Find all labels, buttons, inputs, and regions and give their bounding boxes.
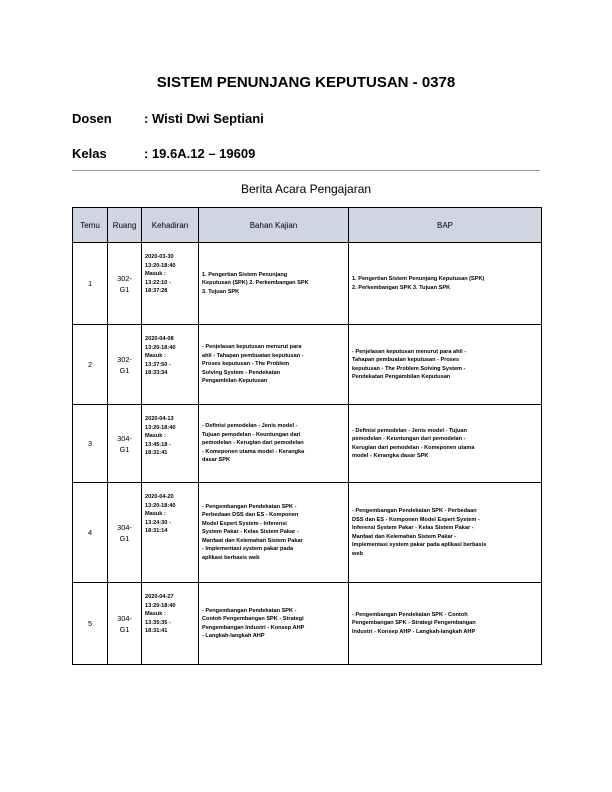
bahan-kajian-cell: - Pengembangan Pendekatan SPK - Contoh Pengembangan SPK - Strategi Pengembangan Industri - Konsep AHP - Langkah-langkah AHP — [199, 583, 349, 665]
temu-cell: 5 — [73, 583, 108, 665]
bahan-kajian-cell: - Definisi pemodelan - Jenis model - Tujuan pemodelan - Keuntungan dari pemodelan - Kerugian dari pemodelan - Komeponen utama model - Kerangka dasar SPK — [199, 405, 349, 483]
bap-cell: - Penjelasan keputusan menurut para ahli - Tahapan pembuatan keputusan - Proses keputusan - The Problem Solving System - Pendekatan Pengambilan Keputusan — [349, 325, 542, 405]
table-row — [73, 243, 542, 325]
table-header-row — [73, 208, 542, 243]
header-kehadiran: Kehadiran — [142, 208, 199, 243]
temu-cell: 4 — [73, 483, 108, 583]
ruang-cell: 304- G1 — [108, 583, 142, 665]
document-title: SISTEM PENUNJANG KEPUTUSAN - 0378 — [156, 74, 456, 91]
bap-cell: - Pengembangan Pendekatan SPK - Contoh Pengembangan SPK - Strategi Pengembangan Industri - Konsep AHP - Langkah-langkah AHP — [349, 583, 542, 665]
header-bap: BAP — [349, 208, 542, 243]
ruang-cell: 302- G1 — [108, 243, 142, 325]
bap-cell: 1. Pengertian Sistem Penunjang Keputusan (SPK) 2. Perkembangan SPK 3. Tujuan SPK — [349, 243, 542, 325]
table-row — [73, 325, 542, 405]
ruang-cell: 302- G1 — [108, 325, 142, 405]
header-temu: Temu — [73, 208, 108, 243]
section-title: Berita Acara Pengajaran — [240, 182, 372, 196]
table-row — [73, 583, 542, 665]
dosen-value: : Wisti Dwi Septiani — [144, 111, 264, 126]
temu-cell: 2 — [73, 325, 108, 405]
table-row — [73, 405, 542, 483]
temu-cell: 3 — [73, 405, 108, 483]
table-row — [73, 483, 542, 583]
dosen-line — [72, 111, 264, 126]
kehadiran-cell: 2020-04-13 13:20-18:40 Masuk : 13:45:18 - 18:31:41 — [142, 405, 199, 483]
header-ruang: Ruang — [108, 208, 142, 243]
bap-cell: - Pengembangan Pendekatan SPK - Perbedaan DSS dan ES - Komponen Model Expert System - Inferensi System Pakar - Kelas Sistem Pakar - Manfaat dan Kelemahan Sistem Pakar - Implementasi system pakar pada aplikasi berbasis web — [349, 483, 542, 583]
temu-cell: 1 — [73, 243, 108, 325]
ruang-cell: 304- G1 — [108, 405, 142, 483]
kehadiran-cell: 2020-04-27 13:20-18:40 Masuk : 13:35:35 - 18:31:41 — [142, 583, 199, 665]
header-bahan-kajian: Bahan Kajian — [199, 208, 349, 243]
kelas-value: : 19.6A.12 – 19609 — [144, 146, 256, 161]
bap-cell: - Definisi pemodelan - Jenis model - Tujuan pemodelan - Keuntungan dari pemodelan - Kerugian dari pemodelan - Komeponen utama model - Kerangka dasar SPK — [349, 405, 542, 483]
kelas-line — [72, 146, 255, 161]
bahan-kajian-cell: - Pengembangan Pendekatan SPK - Perbedaan DSS dan ES - Komponen Model Expert System - Inferensi System Pakar - Kelas Sistem Pakar - Manfaat dan Kelemahan Sistem Pakar - Implementasi system pakar pada aplikasi berbasis web — [199, 483, 349, 583]
ruang-cell: 304- G1 — [108, 483, 142, 583]
kehadiran-cell: 2020-03-30 13:20-18:40 Masuk : 13:22:10 - 18:37:28 — [142, 243, 199, 325]
dosen-label: Dosen — [72, 111, 112, 126]
bap-table — [72, 207, 542, 665]
bahan-kajian-cell: - Penjelasan keputusan menurut para ahli - Tahapan pembuatan keputusan - Proses keputusan - The Problem Solving System - Pendekatan Pengambilan Keputusan — [199, 325, 349, 405]
kelas-label: Kelas — [72, 146, 107, 161]
bahan-kajian-cell: 1. Pengertian Sistem Penunjang Keputusan (SPK) 2. Perkembangan SPK 3. Tujuan SPK — [199, 243, 349, 325]
kehadiran-cell: 2020-04-20 13:20-18:40 Masuk : 13:24:30 - 18:31:14 — [142, 483, 199, 583]
kehadiran-cell: 2020-04-08 13:20-18:40 Masuk : 13:37:50 - 18:33:34 — [142, 325, 199, 405]
divider — [72, 170, 540, 171]
